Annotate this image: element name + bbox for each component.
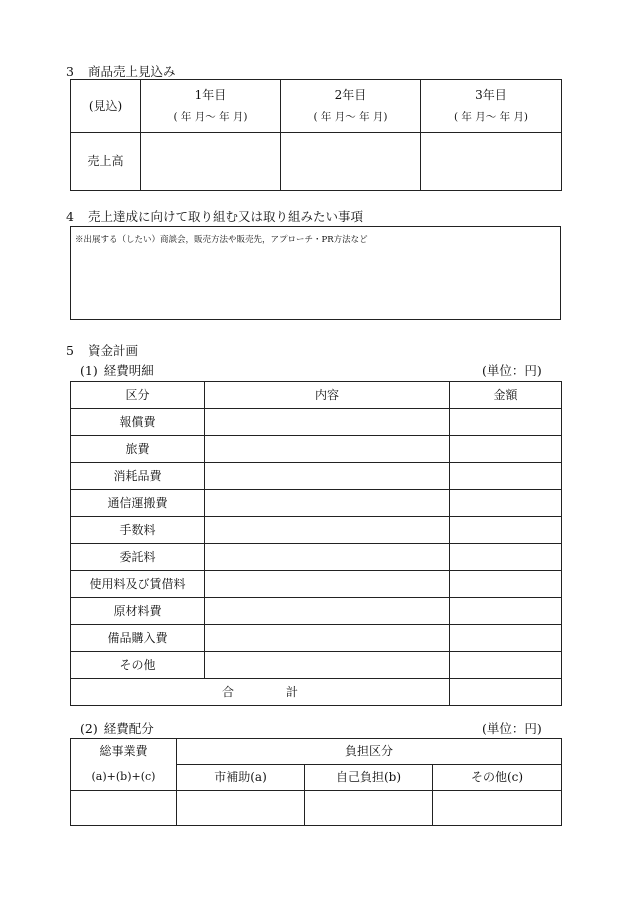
city-subsidy-input[interactable] — [177, 791, 305, 826]
sub1-label: (1) — [80, 363, 98, 378]
sub2-title: 経費配分 — [103, 721, 154, 736]
expense-category: 報償費 — [71, 409, 205, 436]
section3-title: 商品売上見込み — [87, 64, 176, 79]
sub1-heading — [80, 364, 154, 378]
section4-number: 4 — [66, 209, 74, 224]
section5-title: 資金計画 — [87, 343, 138, 358]
section4-title: 売上達成に向けて取り組む又は取り組みたい事項 — [87, 209, 363, 224]
year3-label: 3年目 — [475, 87, 507, 102]
expense-content-input[interactable] — [205, 598, 450, 625]
expense-amount-input[interactable] — [450, 652, 562, 679]
expense-content-input[interactable] — [205, 652, 450, 679]
city-subsidy-header: 市補助(a) — [177, 765, 305, 791]
year1-header — [141, 80, 281, 133]
sub2-heading — [80, 722, 154, 736]
category-header: 区分 — [71, 382, 205, 409]
total-amount-input[interactable] — [450, 679, 562, 706]
sub2-unit: (単位：円) — [482, 721, 542, 736]
sub2-label: (2) — [80, 721, 98, 736]
year1-label: 1年目 — [194, 87, 227, 102]
year1-period: ( 年 月～ 年 月) — [173, 110, 248, 123]
expense-content-input[interactable] — [205, 436, 450, 463]
total-project-cost-formula: (a)+(b)+(c) — [91, 770, 156, 783]
other-burden-input[interactable] — [433, 791, 562, 826]
expense-content-input[interactable] — [205, 544, 450, 571]
section5-heading — [66, 344, 138, 358]
estimate-label: (見込) — [88, 98, 123, 113]
section4-heading — [66, 210, 363, 224]
year3-header — [421, 80, 562, 133]
expense-amount-input[interactable] — [450, 598, 562, 625]
other-burden-header: その他(c) — [433, 765, 562, 791]
year2-sales-input[interactable] — [281, 133, 421, 191]
sub1-unit: (単位：円) — [482, 363, 542, 378]
total-project-cost-input[interactable] — [71, 791, 177, 826]
burden-header: 負担区分 — [177, 739, 562, 765]
expense-content-input[interactable] — [205, 409, 450, 436]
expense-content-input[interactable] — [205, 463, 450, 490]
expense-content-input[interactable] — [205, 625, 450, 652]
amount-header: 金額 — [450, 382, 562, 409]
year3-period: ( 年 月～ 年 月) — [453, 110, 529, 123]
expense-category: 消耗品費 — [71, 463, 205, 490]
expense-amount-input[interactable] — [450, 463, 562, 490]
estimate-label-cell — [71, 80, 141, 133]
expense-amount-input[interactable] — [450, 436, 562, 463]
total-label-left: 合 — [221, 684, 234, 699]
year2-header — [281, 80, 421, 133]
year1-sales-input[interactable] — [141, 133, 281, 191]
expense-category: 通信運搬費 — [71, 490, 205, 517]
content-header: 内容 — [205, 382, 450, 409]
expense-category: 備品購入費 — [71, 625, 205, 652]
expense-amount-input[interactable] — [450, 490, 562, 517]
total-label-cell — [71, 679, 450, 706]
total-project-cost-header — [71, 739, 177, 791]
section5-number: 5 — [66, 343, 74, 358]
expense-category: 委託料 — [71, 544, 205, 571]
total-label-right: 計 — [286, 684, 299, 699]
expense-details-table — [70, 381, 562, 706]
initiatives-textbox[interactable] — [70, 226, 561, 320]
expense-amount-input[interactable] — [450, 544, 562, 571]
expense-allocation-table — [70, 738, 562, 826]
expense-content-input[interactable] — [205, 571, 450, 598]
initiatives-note: ※出展する（したい）商談会，販売方法や販売先，アプローチ・PR方法など — [75, 235, 368, 245]
year2-period: ( 年 月～ 年 月) — [313, 110, 388, 123]
section3-number: 3 — [66, 64, 74, 79]
expense-amount-input[interactable] — [450, 625, 562, 652]
expense-content-input[interactable] — [205, 490, 450, 517]
total-project-cost-label: 総事業費 — [99, 744, 148, 758]
year3-sales-input[interactable] — [421, 133, 562, 191]
expense-category: 原材料費 — [71, 598, 205, 625]
sub1-title: 経費明細 — [103, 363, 154, 378]
self-burden-header: 自己負担(b) — [305, 765, 433, 791]
expense-amount-input[interactable] — [450, 571, 562, 598]
year2-label: 2年目 — [334, 87, 367, 102]
expense-category: 使用料及び賃借料 — [71, 571, 205, 598]
section3-heading — [66, 65, 175, 79]
sales-label-cell — [71, 133, 141, 191]
expense-amount-input[interactable] — [450, 517, 562, 544]
expense-category: 旅費 — [71, 436, 205, 463]
expense-amount-input[interactable] — [450, 409, 562, 436]
expense-content-input[interactable] — [205, 517, 450, 544]
expense-category: 手数料 — [71, 517, 205, 544]
expense-category: その他 — [71, 652, 205, 679]
sales-label: 売上高 — [87, 154, 124, 168]
sales-projection-table — [70, 79, 562, 191]
self-burden-input[interactable] — [305, 791, 433, 826]
